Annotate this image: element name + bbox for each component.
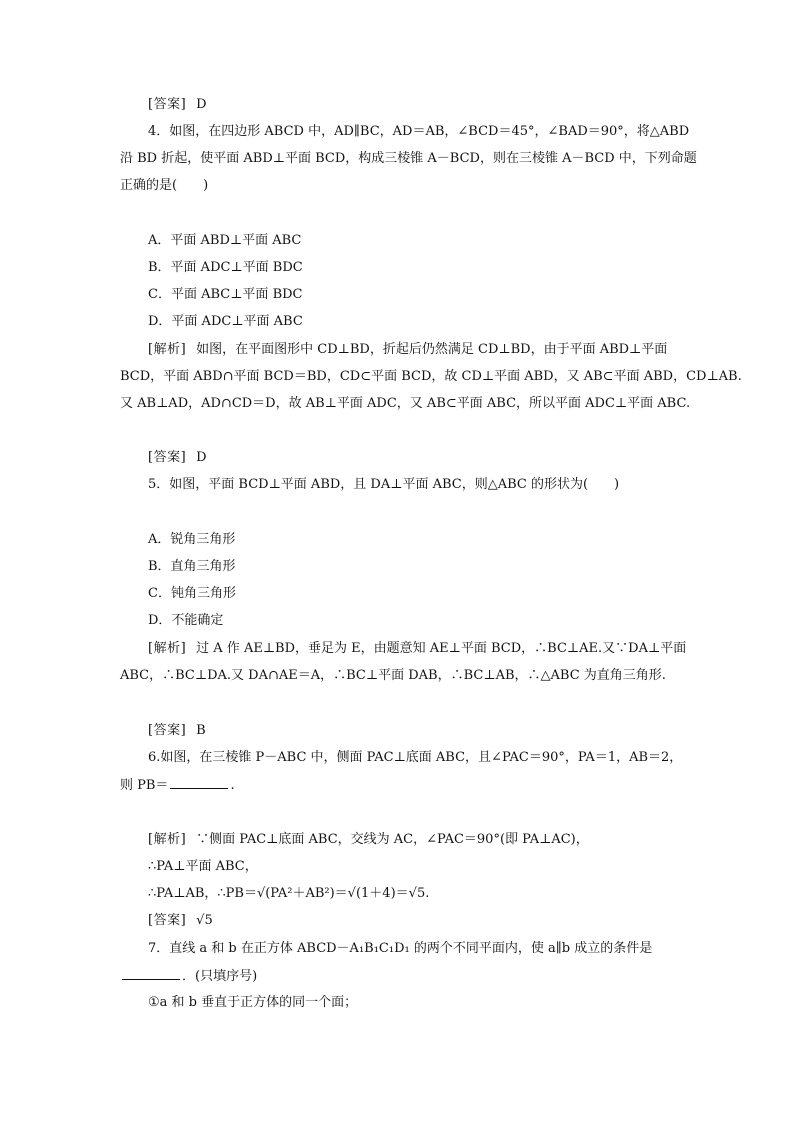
analysis-line: [148, 341, 667, 359]
question-4-stem-cont: 沿 BD 折起，使平面 ABD⊥平面 BCD，构成三棱锥 A－BCD，则在三棱锥 A－BCD 中，下列命题: [120, 151, 697, 166]
answer-line: [148, 722, 206, 740]
question-4-stem-end: 正确的是( ): [120, 178, 209, 193]
option-d: D．不能确定: [148, 613, 224, 628]
question-7-option-1: ①a 和 b 垂直于正方体的同一个面；: [148, 995, 358, 1010]
option-a: A．平面 ABD⊥平面 ABC: [148, 233, 302, 248]
question-4-stem: 4．如图，在四边形 ABCD 中，AD∥BC，AD＝AB，∠BCD＝45°，∠BAD＝90°，将△ABD: [148, 124, 690, 139]
question-7-suffix: ．(只填序号): [182, 969, 258, 984]
answer-tag: [答案]: [148, 913, 187, 928]
analysis-tag: [解析]: [148, 641, 187, 656]
answer-value: √5: [196, 913, 213, 928]
analysis-tag: [解析]: [148, 832, 187, 847]
analysis-line: [148, 640, 686, 658]
analysis-text: 过 A 作 AE⊥BD，垂足为 E，由题意知 AE⊥平面 BCD，∴BC⊥AE.又∵DA⊥平面: [196, 641, 687, 656]
analysis-text: ∵侧面 PAC⊥底面 ABC，交线为 AC，∠PAC＝90°(即 PA⊥AC)，: [196, 832, 589, 847]
question-6-stem: 6.如图，在三棱锥 P－ABC 中，侧面 PAC⊥底面 ABC，且∠PAC＝90°，PA＝1，AB＝2，: [148, 750, 683, 765]
answer-value: D: [196, 450, 207, 465]
analysis-text-cont: BCD，平面 ABD∩平面 BCD＝BD，CD⊂平面 BCD，故 CD⊥平面 ABD，又 AB⊂平面 ABD，CD⊥AB.: [120, 369, 742, 384]
analysis-text-cont: ABC，∴BC⊥DA.又 DA∩AE＝A，∴BC⊥平面 DAB，∴BC⊥AB，∴△ABC 为直角三角形.: [120, 668, 666, 683]
question-6-suffix: .: [230, 778, 235, 793]
answer-line: [148, 96, 207, 114]
answer-tag: [答案]: [148, 723, 187, 738]
answer-tag: [答案]: [148, 450, 187, 465]
analysis-text-end: ∴PA⊥AB，∴PB＝√(PA²＋AB²)＝√(1＋4)＝√5.: [148, 886, 430, 901]
analysis-line: [148, 831, 589, 849]
option-a: A．锐角三角形: [148, 532, 236, 547]
answer-value: D: [196, 97, 207, 112]
question-6-blank-line: [120, 776, 235, 795]
analysis-tag: [解析]: [148, 342, 187, 357]
option-d: D．平面 ADC⊥平面 ABC: [148, 314, 303, 329]
answer-line: [148, 912, 213, 930]
question-7-stem: 7．直线 a 和 b 在正方体 ABCD－A₁B₁C₁D₁ 的两个不同平面内，使 a∥b 成立的条件是: [148, 941, 653, 956]
question-6-prefix: 则 PB＝: [120, 778, 169, 793]
analysis-text-cont: ∴PA⊥平面 ABC，: [148, 859, 258, 874]
answer-value: B: [196, 723, 206, 738]
answer-blank: [170, 776, 228, 789]
question-5-stem: 5．如图，平面 BCD⊥平面 ABD，且 DA⊥平面 ABC，则△ABC 的形状为( ): [148, 477, 620, 492]
option-b: B．直角三角形: [148, 559, 236, 574]
answer-blank: [122, 967, 180, 980]
analysis-text: 如图，在平面图形中 CD⊥BD，折起后仍然满足 CD⊥BD，由于平面 ABD⊥平面: [196, 342, 668, 357]
option-c: C．平面 ABC⊥平面 BDC: [148, 287, 303, 302]
option-c: C．钝角三角形: [148, 586, 236, 601]
option-b: B．平面 ADC⊥平面 BDC: [148, 260, 303, 275]
answer-line: [148, 449, 207, 467]
answer-tag: [答案]: [148, 97, 187, 112]
question-7-blank-line: [120, 967, 257, 986]
analysis-text-end: 又 AB⊥AD，AD∩CD＝D，故 AB⊥平面 ADC，又 AB⊂平面 ABC，所以平面 ADC⊥平面 ABC.: [120, 396, 691, 411]
